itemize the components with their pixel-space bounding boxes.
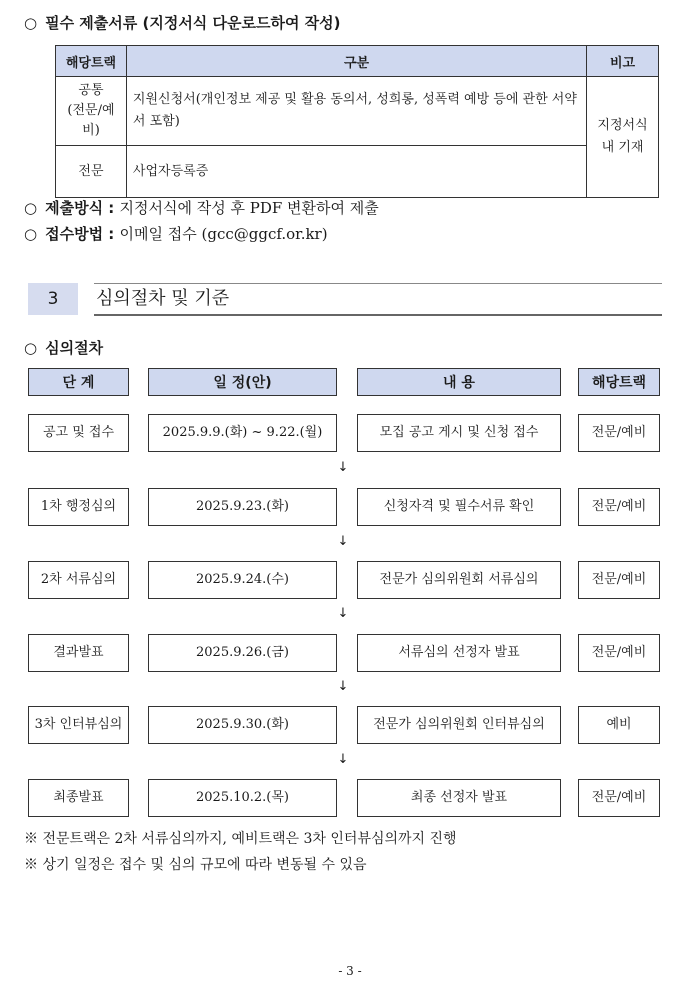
col-header-remark: 비고 [587, 46, 659, 77]
col-header-track: 해당트랙 [578, 368, 660, 396]
col-header-track: 해당트랙 [56, 46, 127, 77]
step-schedule: 2025.9.9.(화) ~ 9.22.(월) [148, 414, 337, 452]
step-stage: 2차 서류심의 [28, 561, 129, 599]
step-schedule: 2025.9.23.(화) [148, 488, 337, 526]
step-content: 전문가 심의위원회 서류심의 [357, 561, 561, 599]
step-content: 신청자격 및 필수서류 확인 [357, 488, 561, 526]
col-header-category: 구분 [126, 46, 586, 77]
receipt-method-label: 접수방법 [45, 225, 104, 243]
step-content: 최종 선정자 발표 [357, 779, 561, 817]
down-arrow-icon: ↓ [337, 606, 349, 621]
receipt-method: ○ 접수방법 : 이메일 접수 (gcc@ggcf.or.kr) [24, 225, 328, 243]
step-stage: 3차 인터뷰심의 [28, 706, 129, 744]
step-content: 서류심의 선정자 발표 [357, 634, 561, 672]
receipt-method-value: 이메일 접수 (gcc@ggcf.or.kr) [119, 225, 328, 243]
step-schedule: 2025.9.24.(수) [148, 561, 337, 599]
required-docs-heading [24, 12, 341, 33]
circle-bullet-icon: ○ [24, 199, 38, 217]
col-header-stage: 단 계 [28, 368, 129, 396]
step-schedule: 2025.9.26.(금) [148, 634, 337, 672]
step-track: 전문/예비 [578, 561, 660, 599]
required-docs-table [55, 45, 659, 198]
submission-method-label: 제출방식 [45, 199, 104, 217]
circle-bullet-icon: ○ [24, 225, 38, 243]
required-docs-heading-text: 필수 제출서류 (지정서식 다운로드하여 작성) [45, 14, 341, 32]
circle-bullet-icon: ○ [24, 14, 38, 32]
section-title: 심의절차 및 기준 [94, 283, 662, 316]
step-track: 전문/예비 [578, 414, 660, 452]
step-schedule: 2025.10.2.(목) [148, 779, 337, 817]
table-header-row [56, 46, 659, 77]
col-header-schedule: 일 정(안) [148, 368, 337, 396]
note: ※ 전문트랙은 2차 서류심의까지, 예비트랙은 3차 인터뷰심의까지 진행 [24, 831, 457, 847]
down-arrow-icon: ↓ [337, 534, 349, 549]
section-number: 3 [28, 283, 78, 315]
procedure-heading-text: 심의절차 [45, 339, 104, 357]
item-cell: 지원신청서(개인정보 제공 및 활용 동의서, 성희롱, 성폭력 예방 등에 관한 서약서 포함) [126, 77, 586, 146]
step-stage: 최종발표 [28, 779, 129, 817]
track-cell: 공통 (전문/예비) [56, 77, 127, 146]
step-track: 전문/예비 [578, 779, 660, 817]
procedure-heading [24, 337, 103, 358]
down-arrow-icon: ↓ [337, 460, 349, 475]
circle-bullet-icon: ○ [24, 339, 38, 357]
down-arrow-icon: ↓ [337, 752, 349, 767]
step-track: 예비 [578, 706, 660, 744]
item-cell: 사업자등록증 [126, 146, 586, 198]
step-track: 전문/예비 [578, 488, 660, 526]
step-content: 모집 공고 게시 및 신청 접수 [357, 414, 561, 452]
submission-method: ○ 제출방식 : 지정서식에 작성 후 PDF 변환하여 제출 [24, 199, 379, 217]
page-number: - 3 - [338, 964, 362, 978]
col-header-content: 내 용 [357, 368, 561, 396]
step-stage: 공고 및 접수 [28, 414, 129, 452]
step-content: 전문가 심의위원회 인터뷰심의 [357, 706, 561, 744]
down-arrow-icon: ↓ [337, 679, 349, 694]
table-row [56, 77, 659, 146]
submission-method-value: 지정서식에 작성 후 PDF 변환하여 제출 [119, 199, 379, 217]
step-track: 전문/예비 [578, 634, 660, 672]
step-stage: 결과발표 [28, 634, 129, 672]
remark-cell: 지정서식 내 기재 [587, 77, 659, 198]
table-row [56, 146, 659, 198]
track-cell: 전문 [56, 146, 127, 198]
step-schedule: 2025.9.30.(화) [148, 706, 337, 744]
step-stage: 1차 행정심의 [28, 488, 129, 526]
note: ※ 상기 일정은 접수 및 심의 규모에 따라 변동될 수 있음 [24, 857, 367, 873]
